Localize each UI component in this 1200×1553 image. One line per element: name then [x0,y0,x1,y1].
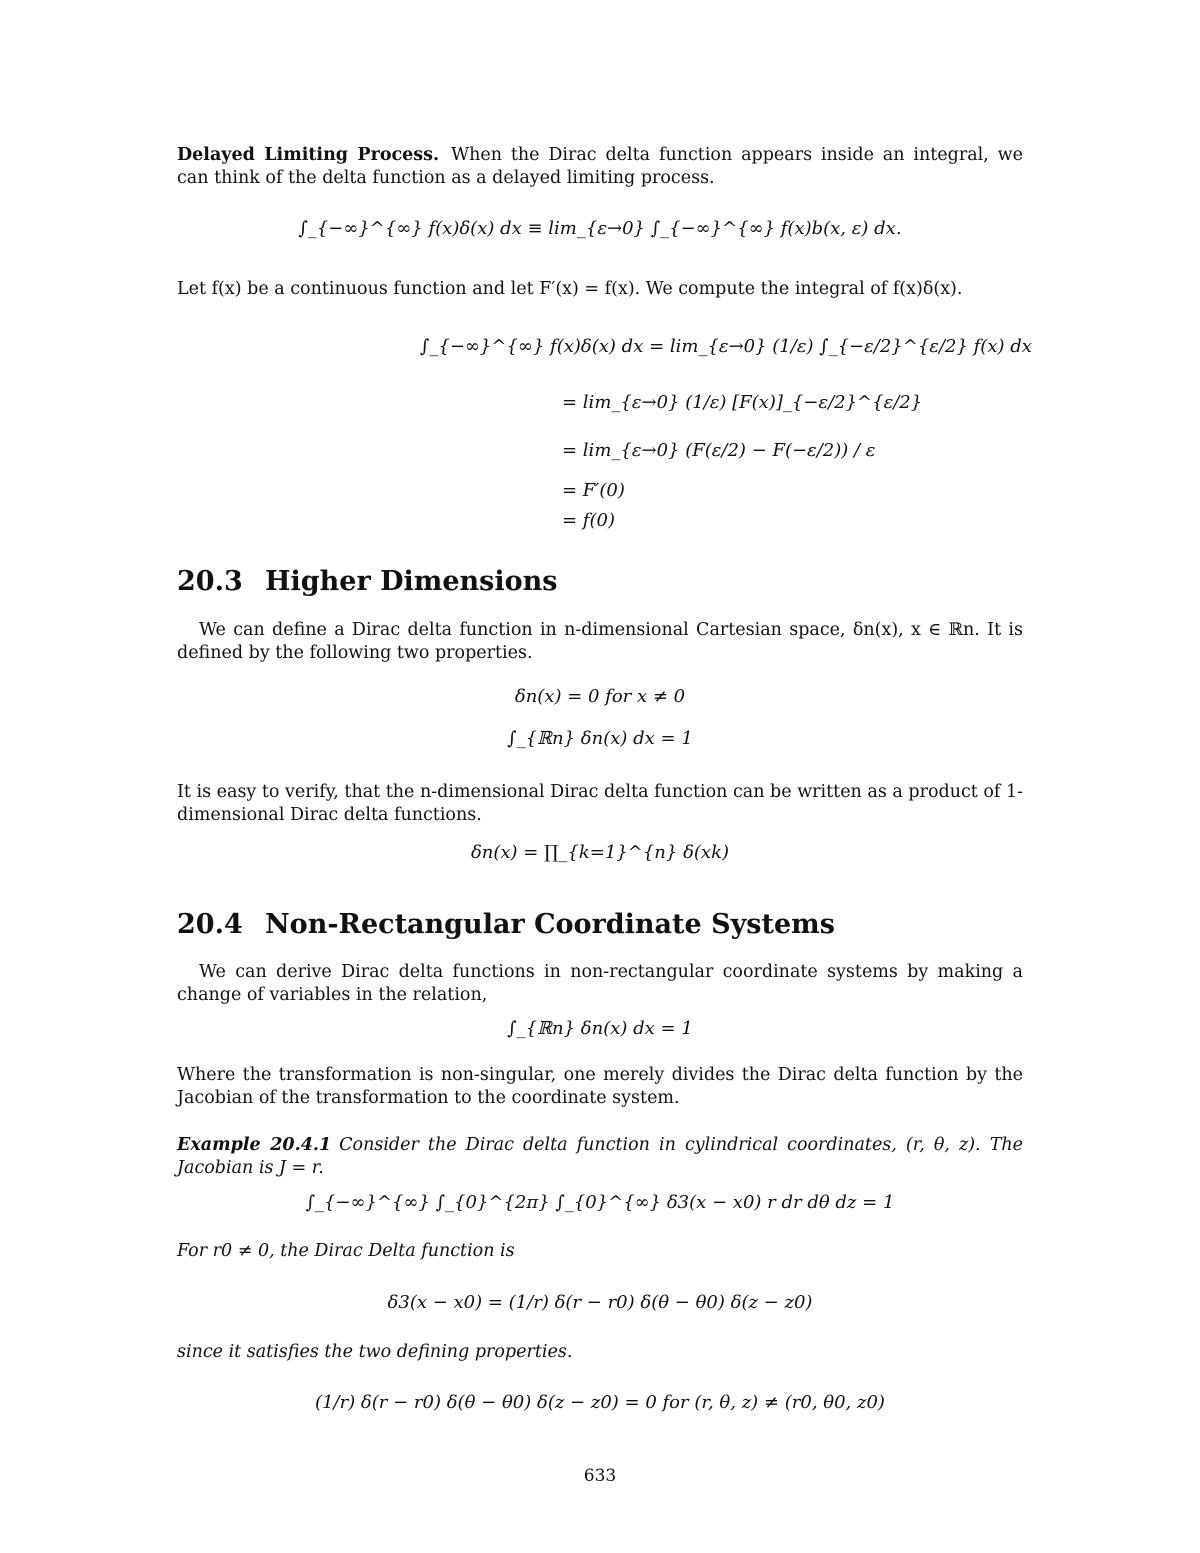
where-paragraph: Where the transformation is non-singular, one merely divides the Dirac delta function by the Jacobian of the transformation to the coordinate system. [177,1065,1023,1108]
let-paragraph: Let f(x) be a continuous function and let F′(x) = f(x). We compute the integral of f(x)δ(x). [177,279,963,299]
delayed-text: When the Dirac delta function appears inside an integral, we can think of the delta function as a delayed limiting process. [177,145,1024,188]
runin-heading: Delayed Limiting Process. [177,145,440,165]
property-1-equation: δn(x) = 0 for x ≠ 0 [514,686,686,707]
delayed-limiting-paragraph [177,144,1023,190]
section-heading-20-3 [177,566,557,597]
section-title: Non-Rectangular Coordinate Systems [265,909,835,940]
cylindrical-integral-equation: ∫_{−∞}^{∞} ∫_{0}^{2π} ∫_{0}^{∞} δ3(x − x0) r dr dθ dz = 1 [305,1192,895,1213]
derivation-line-3: = lim_{ε→0} (F(ε/2) − F(−ε/2)) / ε [562,440,876,461]
higher-dimensions-intro: We can define a Dirac delta function in n-dimensional Cartesian space, δn(x), x ∈ ℝn. It is defined by the following two properties. [177,620,1023,663]
product-equation: δn(x) = ∏_{k=1}^{n} δ(xk) [470,842,730,863]
section-title: Higher Dimensions [265,566,558,597]
property-2-equation: ∫_{ℝn} δn(x) dx = 1 [507,728,693,749]
for-r0-paragraph: For r0 ≠ 0, the Dirac Delta function is [177,1241,515,1261]
example-label: Example 20.4.1 [177,1135,332,1155]
delta3-equation: δ3(x − x0) = (1/r) δ(r − r0) δ(θ − θ0) δ(z − z0) [387,1292,813,1313]
derivation-line-5: = f(0) [562,510,615,531]
equation-delayed-limit: ∫_{−∞}^{∞} f(x)δ(x) dx ≡ lim_{ε→0} ∫_{−∞}^{∞} f(x)b(x, ε) dx. [298,218,902,239]
final-equation: (1/r) δ(r − r0) δ(θ − θ0) δ(z − z0) = 0 for (r, θ, z) ≠ (r0, θ0, z0) [315,1392,885,1413]
derivation-line-1: ∫_{−∞}^{∞} f(x)δ(x) dx = lim_{ε→0} (1/ε) ∫_{−ε/2}^{ε/2} f(x) dx [420,336,1032,357]
section-number: 20.4 [177,909,243,940]
relation-equation: ∫_{ℝn} δn(x) dx = 1 [507,1018,693,1039]
page-number: 633 [583,1466,617,1486]
derivation-line-2: = lim_{ε→0} (1/ε) [F(x)]_{−ε/2}^{ε/2} [562,392,923,413]
example-text: Consider the Dirac delta function in cylindrical coordinates, (r, θ, z). The Jacobian is J = r. [177,1135,1023,1178]
non-rectangular-intro: We can derive Dirac delta functions in non-rectangular coordinate systems by making a change of variables in the relation, [177,962,1023,1005]
section-number: 20.3 [177,566,243,597]
example-paragraph [177,1134,1023,1180]
section-heading-20-4 [177,909,835,940]
since-paragraph: since it satisfies the two defining properties. [177,1342,573,1362]
easy-verify-paragraph: It is easy to verify, that the n-dimensional Dirac delta function can be written as a product of 1-dimensional Dirac delta functions. [177,782,1023,825]
derivation-line-4: = F′(0) [562,480,625,501]
